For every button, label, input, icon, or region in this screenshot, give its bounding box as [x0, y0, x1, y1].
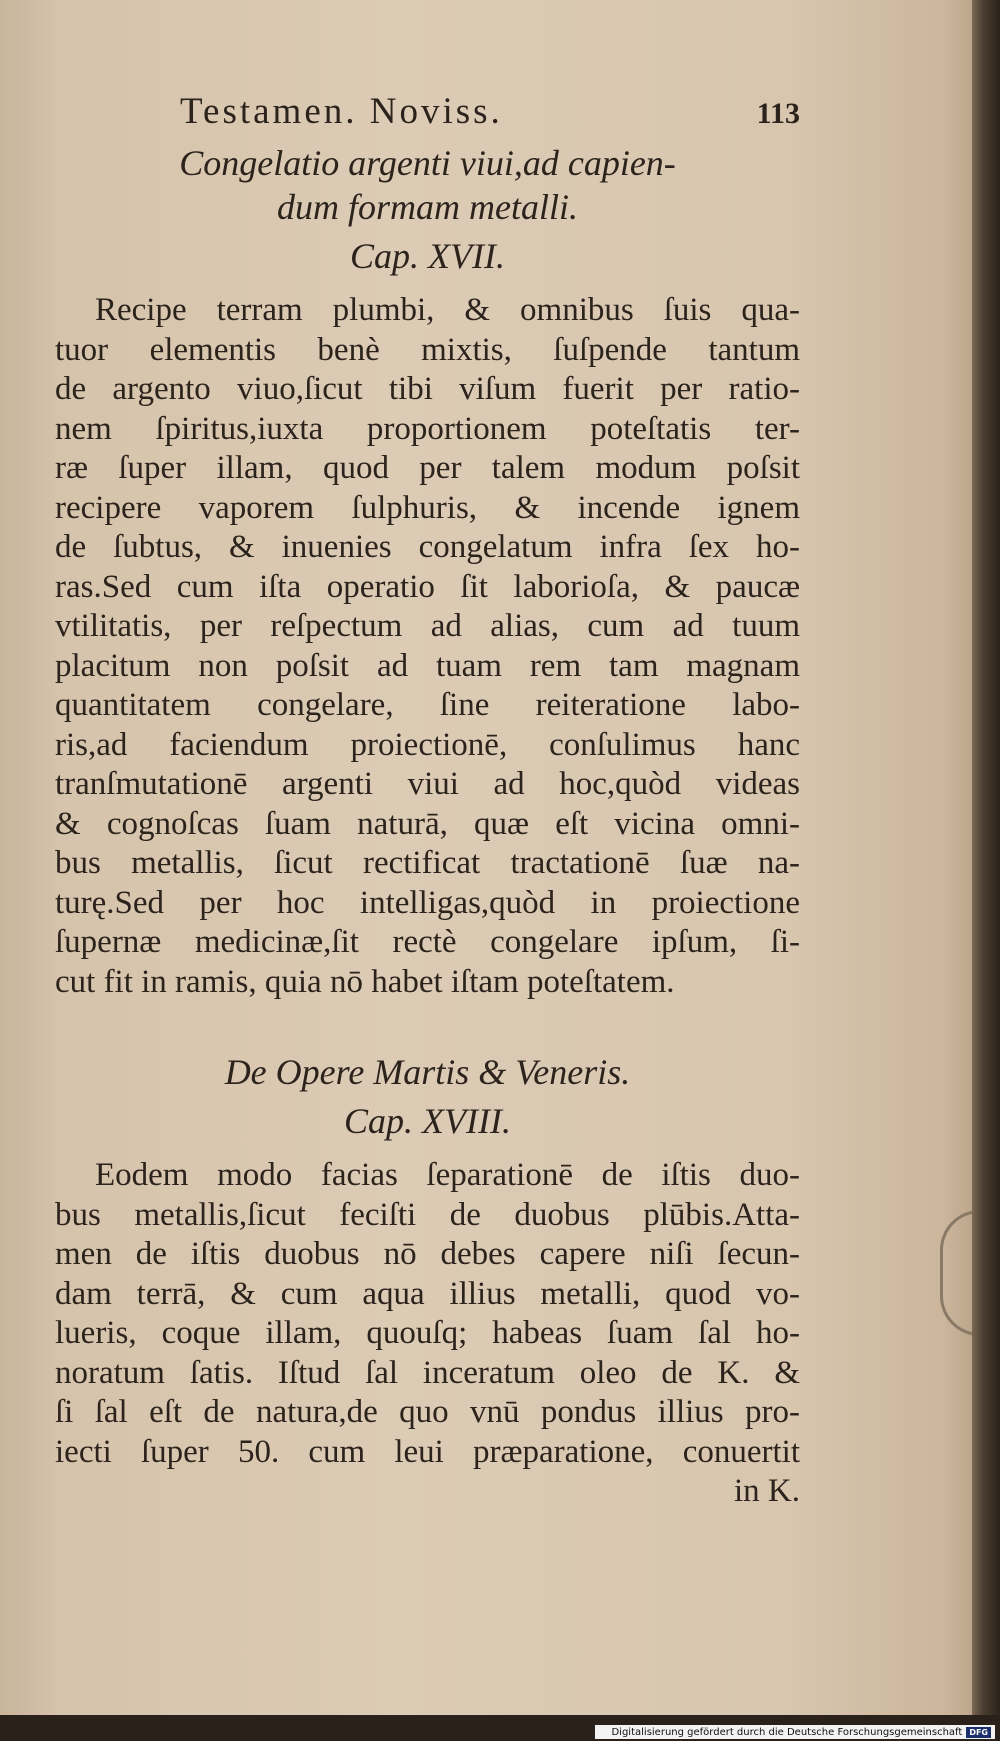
text-line: placitum non poſsit ad tuam rem tam magnam — [55, 647, 800, 684]
text-line: ras.Sed cum iſta operatio ſit laborioſa, & paucæ — [55, 568, 800, 605]
book-edge — [972, 0, 1000, 1715]
chapter-17-number: Cap. XVII. — [350, 236, 505, 276]
chapter-17-title-line: dum formam metalli. — [277, 187, 578, 227]
text-line: bus metallis,ſicut feciſti de duobus plūbis.Atta- — [55, 1196, 800, 1233]
text-line: nem ſpiritus,iuxta proportionem poteſtatis ter- — [55, 410, 800, 447]
running-head-title: Testamen. Noviss. — [180, 91, 503, 132]
text-line: cut fit in ramis, quia nō habet iſtam poteſtatem. — [55, 963, 675, 1000]
text-line: ris,ad faciendum proiectionē, conſulimus hanc — [55, 726, 800, 763]
text-line: noratum ſatis. Iſtud ſal inceratum oleo de K. & — [55, 1354, 800, 1391]
text-line: de ſubtus, & inuenies congelatum infra ſex ho- — [55, 529, 800, 565]
text-line: ſupernæ medicinæ,ſit rectè congelare ipſum, ſi- — [55, 924, 800, 960]
text-line: tuor elementis benè mixtis, ſuſpende tantum — [55, 331, 800, 368]
text-line: turę.Sed per hoc intelligas,quòd in proiectione — [55, 884, 800, 921]
chapter-17-title — [55, 141, 800, 229]
text-line: & cognoſcas ſuam naturā, quæ eſt vicina omni- — [55, 805, 800, 842]
text-line: ſi ſal eſt de natura,de quo vnū pondus illius pro- — [55, 1394, 800, 1430]
dfg-logo-icon: DFG — [966, 1727, 991, 1738]
text-line: Eodem modo facias ſeparationē de iſtis duo- — [95, 1157, 800, 1193]
text-line: tranſmutationē argenti viui ad hoc,quòd videas — [55, 766, 800, 802]
chapter-18-number: Cap. XVIII. — [344, 1101, 511, 1141]
chapter-18-title: De Opere Martis & Veneris. — [224, 1052, 631, 1092]
text-line: Recipe terram plumbi, & omnibus ſuis qua- — [95, 292, 800, 328]
text-line: vtilitatis, per reſpectum ad alias, cum ad tuum — [55, 608, 800, 644]
text-line: men de iſtis duobus nō debes capere niſi ſecun- — [55, 1236, 800, 1272]
running-head — [180, 90, 800, 133]
text-line: ræ ſuper illam, quod per talem modum poſsit — [55, 450, 800, 486]
text-line: quantitatem congelare, ſine reiteratione labo- — [55, 687, 800, 723]
page-number: 113 — [756, 97, 800, 130]
catchword: in K. — [734, 1473, 800, 1509]
chapter-18-body — [55, 1156, 800, 1512]
funding-credit: Digitalisierung gefördert durch die Deutsche Forschungsgemeinschaft — [611, 1726, 963, 1738]
text-line: de argento viuo,ſicut tibi viſum fuerit per ratio- — [55, 371, 800, 407]
digitization-footer — [595, 1725, 995, 1739]
text-line: recipere vaporem ſulphuris, & incende ignem — [55, 489, 800, 526]
chapter-17-body — [55, 291, 800, 1002]
text-line: lueris, coque illam, quouſq; habeas ſuam ſal ho- — [55, 1315, 800, 1351]
text-line: iecti ſuper 50. cum leui præparatione, conuertit — [55, 1433, 800, 1470]
text-block — [55, 90, 800, 1512]
text-line: dam terrā, & cum aqua illius metalli, quod vo- — [55, 1275, 800, 1312]
text-line: bus metallis, ſicut rectificat tractationē ſuæ na- — [55, 845, 800, 881]
chapter-17-title-line: Congelatio argenti viui,ad capien- — [179, 143, 676, 183]
